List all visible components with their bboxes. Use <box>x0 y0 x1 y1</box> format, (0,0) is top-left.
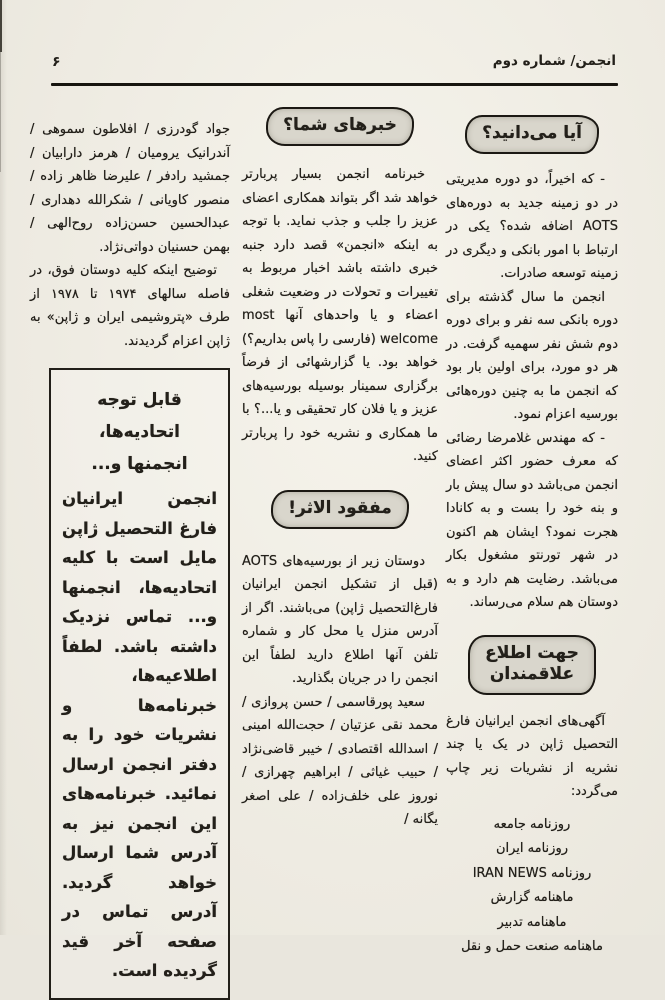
paragraph: خبرنامه انجمن بسیار پربارتر خواهد شد اگر بتواند همکاری اعضای عزیز را جلب و جذب نماید. با توجه به اینکه «انجمن» قصد دارد جنبه خبری داشته باشد اخبار مربوط به تغییرات و تحولات در وضعیت شغلی اعضاء و یا واحدهای آنها most welcome (فارسی را پاس بداریم؟) خواهد بود. یا گزارشهائی از فرضاً برگزاری سمینار بوسیله بورسیه‌های عزیز و یا فلان کار تحقیقی و یا...؟ با ما همکاری و نشریه خود را پربارتر کنید. <box>242 167 438 464</box>
column-left <box>30 103 230 1000</box>
publication-item: روزنامه IRAN NEWS <box>472 865 592 881</box>
section-heading-did-you-know <box>465 115 599 154</box>
publication-item: روزنامه ایران <box>495 841 569 856</box>
publication-item: ماهنامه تدبیر <box>497 914 567 930</box>
section-heading-label: مفقود الاثر! <box>288 497 392 518</box>
paragraph: توضیح اینکه کلیه دوستان فوق، در فاصله سالهای ۱۹۷۴ تا ۱۹۷۸ از طرف «پتروشیمی ایران و ژاپن» به ژاپن اعزام گردیدند. <box>30 263 230 349</box>
paragraph: دوستان زیر از بورسیه‌های AOTS (قبل از تشکیل انجمن ایرانیان فارغ‌التحصیل ژاپن) می‌باشند. اگر از آدرس منزل یا محل کار و شماره تلفن آنها اطلاع دارید لطفاً این انجمن را در جریان بگذارید. <box>242 553 438 686</box>
paragraph: آگهی‌های انجمن ایرانیان فارغ التحصیل ژاپن در یک یا چند نشریه از نشریات زیر چاپ می‌گردد: <box>446 713 618 799</box>
section-heading-your-news <box>266 107 414 146</box>
section-heading-label-line1: جهت اطلاع <box>485 642 579 663</box>
publication-item: ماهنامه صنعت حمل و نقل <box>461 939 603 954</box>
publication-item: روزنامه جامعه <box>493 816 571 832</box>
section-heading-missing <box>271 490 409 529</box>
section-heading-label: آیا می‌دانید؟ <box>482 123 582 143</box>
paragraph: - که مهندس غلامرضا رضائی که معرف حضور اکثر اعضای انجمن می‌باشد دو سال پیش بار و بنه خود را بست و به کانادا هجرت نمود؟ ایشان هم اکنون در شهر تورنتو مشغول بکار می‌باشد. رضایت هم دارد و به دوستان هم سلام می‌رساند. <box>446 430 618 610</box>
scan-edge-artifact-faint <box>0 52 1 172</box>
notice-box-body: انجمن ایرانیان فارغ التحصیل ژاپن مایل است با کلیه اتحادیه‌ها، انجمنها و... تماس نزدیک داشته باشد. لطفاً اطلاعیه‌ها، خبرنامه‌ها و نشریات خود را به دفتر انجمن ارسال نمائید. خبرنامه‌های این انجمن نیز به آدرس شما ارسال خواهد گردید. آدرس تماس در صفحه آخر قید گردیده است. <box>62 489 217 980</box>
publications-list <box>446 813 618 960</box>
section-heading-label-line2: علاقمندان <box>489 663 575 684</box>
names-list-continued: جواد گودرزی / افلاطون سموهی / آندرانیک یرومیان / هرمز دارابیان / جمشید رادفر / علیرضا ظاهر زاده / منصور کاویانی / شکرالله دهداری / عبدالحسین حسن‌زاده روح‌الهی / بهمن حسنیان دواتی‌نژاد. <box>30 122 230 255</box>
paragraph: انجمن ما سال گذشته برای دوره بانکی سه نفر و برای دوره دوم شش نفر سهمیه گرفت. در هر دو مورد، برای اولین بار بود که انجمن ما به چنین دوره‌هائی بورسیه اعزام نمود. <box>446 289 618 422</box>
notice-box-unions <box>49 368 230 1000</box>
column-right <box>446 105 618 960</box>
header-rule <box>51 83 618 86</box>
notice-box-title-line1: قابل توجه اتحادیه‌ها، <box>97 390 182 442</box>
paragraph: - که اخیراً، دو دوره مدیریتی در دو زمینه جدید به دوره‌های AOTS اضافه شده؟ یکی در ارتباط با امور بانکی و دیگری در زمینه توسعه صادرات. <box>446 172 618 281</box>
scan-edge-artifact <box>0 0 2 52</box>
page-number: ۶ <box>52 54 61 70</box>
publication-item: ماهنامه گزارش <box>490 890 574 905</box>
header-title: انجمن/ شماره دوم <box>492 53 616 69</box>
section-heading-label: خبرهای شما؟ <box>283 115 397 135</box>
notice-box-title-line2: انجمنها و... <box>91 454 188 474</box>
column-middle <box>242 100 438 832</box>
names-list-paragraph: سعید پورقاسمی / حسن پروازی / محمد نقی عزتیان / حجت‌الله امینی / اسدالله اقتصادی / خیبر قاضی‌نژاد / حبیب غیاثی / ابراهیم چهرازی / نوروز علی خلف‌زاده / علی اصغر یگانه / <box>242 694 438 827</box>
section-heading-for-interested <box>468 635 596 695</box>
